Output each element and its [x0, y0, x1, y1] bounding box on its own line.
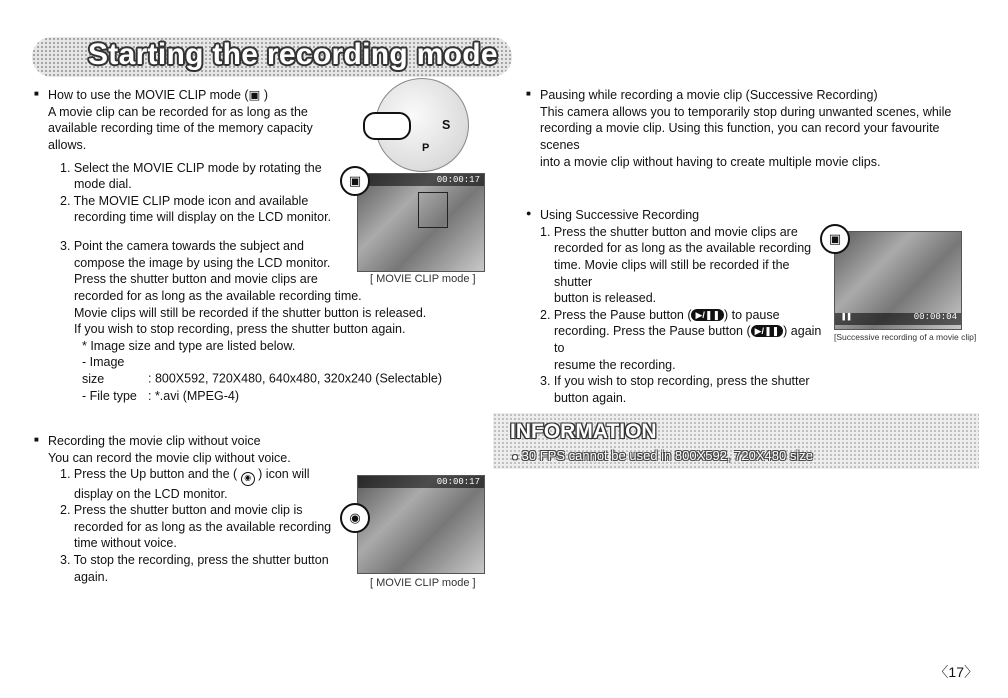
intro-line: You can record the movie clip without voice.	[48, 450, 291, 465]
section-heading: ■ Recording the movie clip without voice	[48, 433, 338, 450]
pause-button-icon: ▶/❚❚	[751, 325, 784, 337]
lcd-movie-clip	[357, 173, 485, 272]
image-caption: [Successive recording of a movie clip]	[834, 332, 977, 342]
intro-line: allows.	[48, 137, 87, 152]
pause-button-icon: ▶/❚❚	[691, 309, 724, 321]
lcd-no-voice	[357, 475, 485, 574]
pause-indicator-icon: ❚❚	[841, 312, 852, 323]
step-2: 2. Press the Pause button ( ▶/❚❚ ) to pause	[540, 307, 780, 322]
step-3-line: Movie clips will still be recorded if the shutter button is released.	[74, 305, 427, 320]
step-1: 1. Press the shutter button and movie clips are	[540, 224, 798, 239]
step-2-line: recorded for as long as the available recording	[74, 519, 332, 534]
step-1: 1. Press the Up button and the ( ◉ ) icon will	[48, 466, 338, 485]
lcd-time: 00:00:17	[436, 175, 480, 185]
image-caption: [ MOVIE CLIP mode ]	[370, 273, 476, 285]
pausing-section	[540, 87, 980, 170]
step-3-line: button again.	[554, 390, 627, 405]
step-3-line: compose the image by using the LCD monitor.	[74, 255, 331, 270]
body-line: into a movie clip without having to create multiple movie clips.	[540, 154, 881, 169]
voice-off-icon: ◉	[241, 472, 255, 486]
image-note: * Image size and type are listed below.	[82, 338, 296, 353]
movie-camera-icon: ▣	[248, 88, 261, 102]
intro-line: A movie clip can be recorded for as long as the	[48, 104, 308, 119]
lcd-successive	[834, 231, 962, 330]
step-3-line: If you wish to stop recording, press the shutter button again.	[74, 322, 406, 337]
page-number: 〈17〉	[934, 664, 978, 680]
dial-mode-pointer	[363, 112, 411, 140]
step-1-line: button is released.	[554, 291, 657, 306]
information-text: ● 30 FPS cannot be used in 800X592, 720X480 size	[512, 448, 813, 463]
dial-label: P	[422, 142, 430, 154]
image-size-row: - Image size : 800X592, 720X480, 640x480, 320x240 (Selectable)	[82, 355, 442, 386]
intro-line: available recording time of the memory capacity	[48, 121, 313, 136]
step-3-line: 3. Point the camera towards the subject and	[60, 239, 304, 253]
lcd-time: 00:00:17	[436, 477, 480, 487]
step-2: 2. Press the shutter button and movie clip is	[60, 503, 303, 518]
step-2: 2. The MOVIE CLIP mode icon and available recording time will display on the LCD monitor.	[60, 193, 332, 225]
movie-clip-section	[48, 87, 348, 226]
section-heading: ● Using Successive Recording	[540, 207, 830, 224]
movie-mode-icon: ▣	[340, 166, 370, 196]
step-3-line: Press the shutter button and movie clips are	[74, 272, 318, 287]
step-1-line: display on the LCD monitor.	[74, 486, 228, 501]
image-caption: [ MOVIE CLIP mode ]	[370, 577, 476, 589]
voice-off-icon: ◉	[340, 503, 370, 533]
no-voice-section	[48, 433, 338, 585]
step-1: 1. Select the MOVIE CLIP mode by rotating the mode dial.	[60, 160, 322, 192]
step-3: 3. To stop the recording, press the shutter button	[60, 553, 329, 568]
bullet-icon: ●	[512, 452, 519, 463]
step-2-line: resume the recording.	[554, 357, 676, 372]
body-line: This camera allows you to temporarily stop during unwanted scenes, while	[540, 104, 952, 119]
step-2-line: time without voice.	[74, 536, 177, 551]
file-type-row: - File type : *.avi (MPEG-4)	[82, 388, 239, 403]
step-3-line: recorded for as long as the available recording time.	[74, 288, 362, 303]
lcd-time: 00:00:04	[913, 312, 957, 323]
step-1-line: time. Movie clips will still be recorded if the shutter	[554, 257, 790, 289]
information-title: INFORMATION	[510, 420, 657, 443]
body-line: recording a movie clip. Using this function, you can record your favourite scenes	[540, 121, 940, 152]
page-title: Starting the recording mode	[88, 38, 498, 71]
section-heading: ■ Pausing while recording a movie clip (Successive Recording)	[540, 87, 980, 104]
successive-section	[540, 207, 830, 407]
section-heading: ■ How to use the MOVIE CLIP mode (▣ )	[48, 87, 348, 104]
step-3: 3. If you wish to stop recording, press the shutter	[540, 374, 810, 389]
dial-label: S	[442, 118, 451, 132]
step-2-line: recording. Press the Pause button ( ▶/❚❚ ) again to	[554, 324, 822, 355]
step-1-line: recorded for as long as the available recording	[554, 241, 812, 256]
step-3-line: again.	[74, 569, 109, 584]
movie-mode-icon: ▣	[820, 224, 850, 254]
